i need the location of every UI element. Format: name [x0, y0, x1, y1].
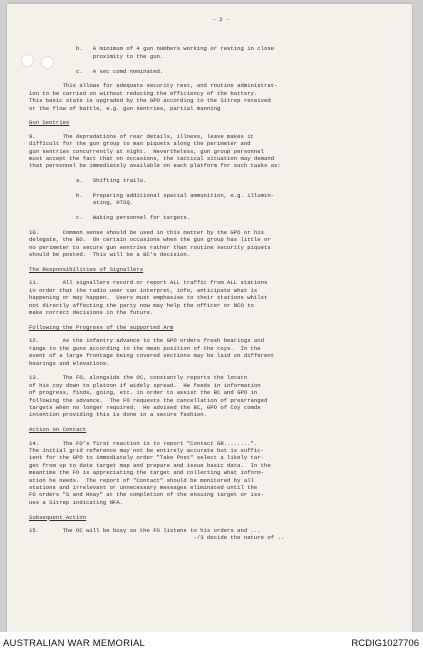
- spacer: [29, 60, 413, 67]
- spacer: [29, 419, 413, 426]
- text-line: no perimeter to secure gun sentries rather than routine security piquets: [29, 243, 271, 251]
- text-line: ation he needs. The report of "Contact" should be monitored by all: [29, 476, 254, 484]
- spacer: [29, 75, 413, 82]
- text-line: delegate, the BO. On certain occasions when the gun group has little or: [29, 236, 271, 244]
- text-line: happening or may happen. Users must emphasise to their stations whilst: [29, 294, 268, 302]
- text-line: -/3 decide the nature of ..: [29, 534, 285, 542]
- text-line: ion to be carried on without reducing the efficiency of the battery.: [29, 89, 258, 97]
- section-heading: Action on Contact: [29, 426, 87, 434]
- text-line: of his coy down to platoon if widely spread. He feeds in information: [29, 381, 261, 389]
- text-line: b. A minimum of 4 gun numbers working or resting in close: [29, 45, 275, 53]
- spacer: [29, 367, 413, 374]
- section-heading: Following the Progress of the supported Arm: [29, 323, 174, 331]
- spacer: [29, 112, 413, 119]
- text-line: should be posted. This will be a BC's decision.: [29, 251, 191, 259]
- document-body: [29, 16, 413, 542]
- text-line: 12. As the infantry advance to the GPO orders fresh bearings and: [29, 337, 264, 345]
- section-heading: Subsequent Action: [29, 513, 87, 521]
- text-line: ating, HTSQ.: [29, 199, 134, 207]
- spacer: [29, 222, 413, 229]
- text-line: targets when no longer required. He advised the BC, GPO of Coy comds: [29, 403, 261, 411]
- text-line: meantime the FO is appreciating the target and collecting what inform-: [29, 469, 264, 477]
- text-line: 10. Common sense should be used in this matter by the GPO or his: [29, 229, 264, 237]
- footer-institution: AUSTRALIAN WAR MEMORIAL: [3, 638, 146, 649]
- text-line: in order that the radio user can interpret, info, anticipate what is: [29, 286, 258, 294]
- text-line: gun sentries concurrently at night. Nevertheless, gun group personnel: [29, 147, 264, 155]
- spacer: [29, 170, 413, 177]
- spacer: [29, 317, 413, 324]
- text-line: ient for the GPO to immediately order "Take Post" select a likely tar-: [29, 454, 264, 462]
- section-heading: Gun Sentries: [29, 119, 70, 127]
- text-line: not directly affecting the party now may help the officer or NCO to: [29, 301, 254, 309]
- text-line: that personnel be immediately available on each platform for such tasks as:: [29, 162, 281, 170]
- text-blocks: [29, 45, 413, 541]
- text-line: difficult for the gun group to man piquets along the perimeter and: [29, 140, 251, 148]
- text-line: get from up to date target map and prepare and issue basic data. In the: [29, 461, 271, 469]
- text-line: must accept the fact that on occasions, the tactical situation may demand: [29, 155, 275, 163]
- document-page: [7, 4, 412, 632]
- text-line: c. A sec comd nominated.: [29, 67, 164, 75]
- text-line: The initial grid reference may not be entirely accurate but is suffic-: [29, 446, 264, 454]
- text-line: event of a large frontage being covered sections may be laid on different: [29, 352, 275, 360]
- text-line: This allows for adequate security rest, and routine administrat-: [29, 82, 278, 90]
- spacer: [29, 506, 413, 513]
- text-line: 13. The FO, alongside the OC, constantly reports the locatn: [29, 374, 248, 382]
- footer-record-id: RCDIG1027706: [351, 638, 419, 649]
- text-line: following the advance. The FO requests the cancellation of prearranged: [29, 396, 268, 404]
- text-line: bearings and elevations.: [29, 359, 110, 367]
- footer-bar: [0, 632, 423, 654]
- text-line: proximity to the gun.: [29, 52, 164, 60]
- text-line: This basic state is upgraded by the GPO according to the Sitrep received: [29, 97, 271, 105]
- spacer: [29, 185, 413, 192]
- text-line: c. Waking personnel for targets.: [29, 214, 191, 222]
- text-line: a. Shifting trails.: [29, 177, 147, 185]
- text-line: range to the guns according to the mean position of the coys. In the: [29, 344, 261, 352]
- spacer: [29, 207, 413, 214]
- text-line: 9. The depradations of rear details, illness, leave makes it: [29, 132, 254, 140]
- text-line: FO orders "S and Hoay" at the completion of the ensuing target or iss-: [29, 491, 264, 499]
- text-line: of progress, finds, going, etc. in order to assist the BC and GPO in: [29, 389, 258, 397]
- text-line: b. Preparing additional special ammunition, e.g. illumin-: [29, 192, 275, 200]
- text-line: stations and irrelevant or unnecessary messages eliminated until the: [29, 483, 258, 491]
- page-number: - 2 -: [212, 16, 230, 23]
- text-line: ues a Sitrep indicating NFA.: [29, 498, 123, 506]
- text-line: or the flow of battle, e.g. gun sentries, partial manning: [29, 104, 221, 112]
- text-line: make correct decisions in the future.: [29, 309, 154, 317]
- section-heading: The Responsibilities of Signallers: [29, 266, 144, 274]
- text-line: 15. The OC will be busy so the FO listens to his orders and ...: [29, 527, 261, 534]
- spacer: [29, 259, 413, 266]
- text-line: 11. All signallers record or report ALL traffic from ALL stations: [29, 279, 268, 287]
- text-line: 14. The FO's first reaction is to report "Contact GR........".: [29, 439, 258, 447]
- text-line: intention providing this is done in a secure fashion.: [29, 411, 207, 419]
